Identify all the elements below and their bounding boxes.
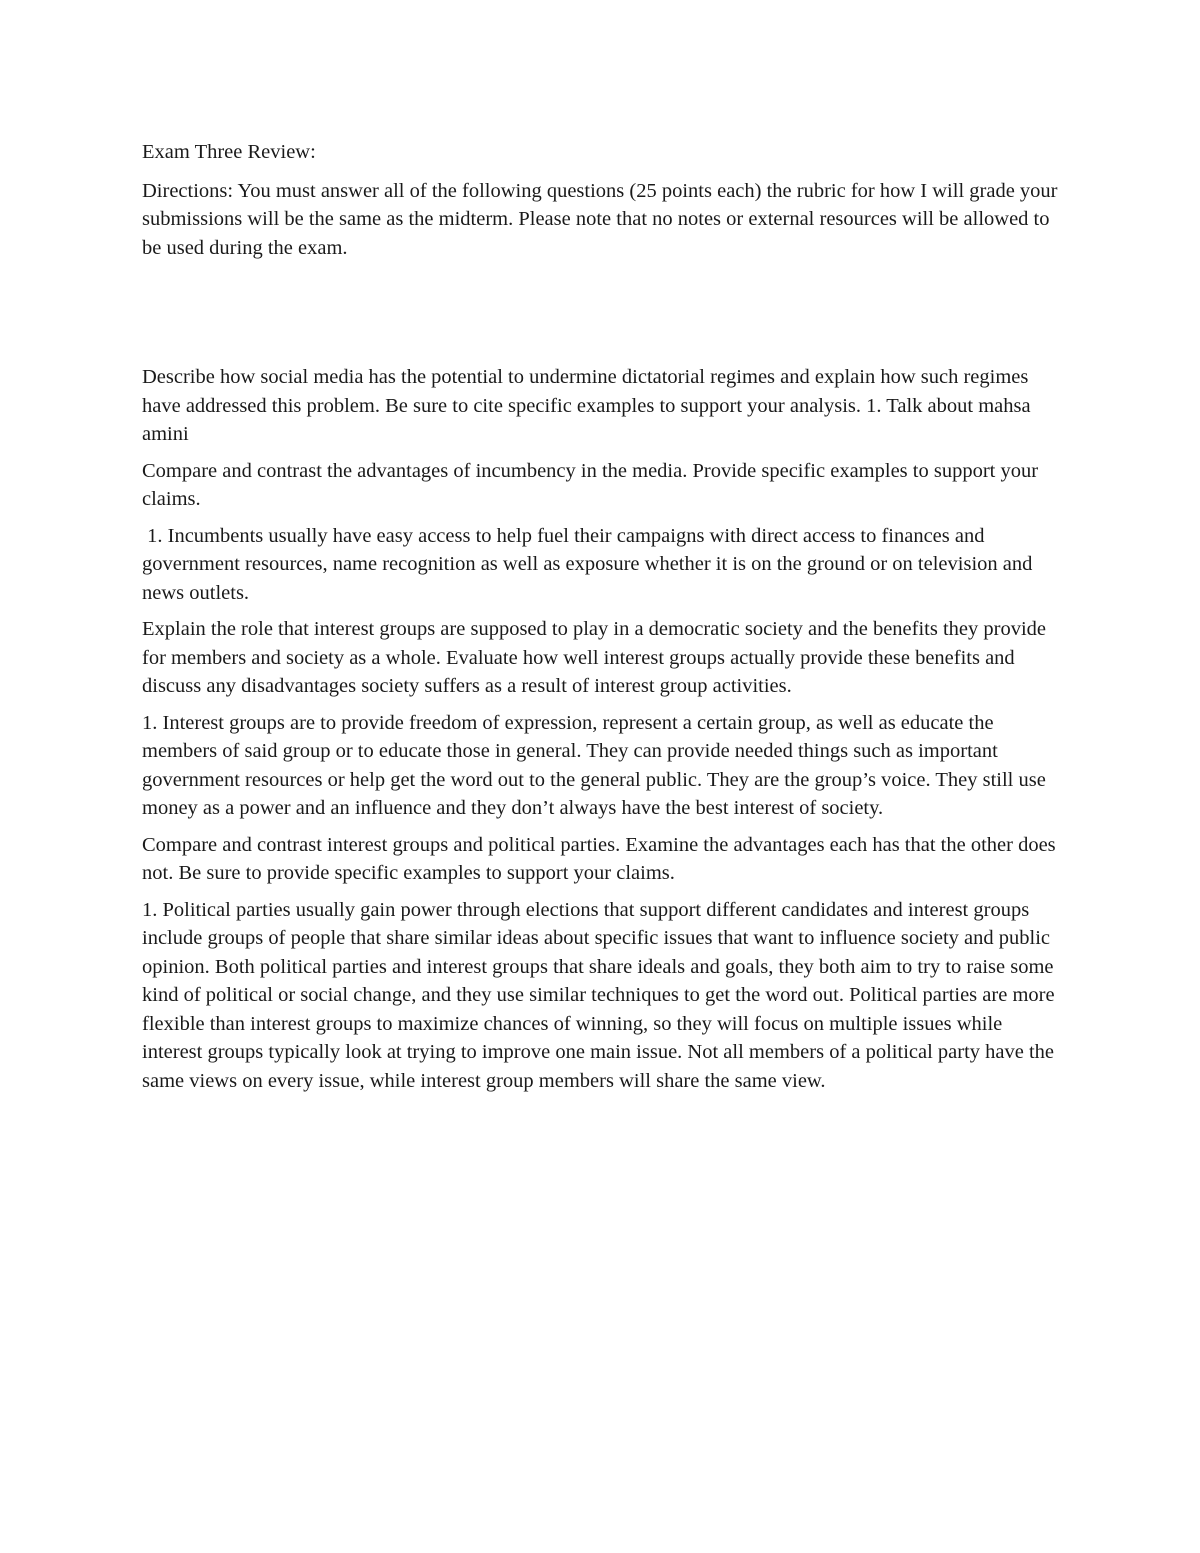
question-2-prompt: Compare and contrast the advantages of incumbency in the media. Provide specific examples to support your claims. <box>142 459 1039 510</box>
document-page <box>142 138 1062 1103</box>
document-title: Exam Three Review: <box>142 141 316 163</box>
question-3-answer: 1. Interest groups are to provide freedom of expression, represent a certain group, as well as educate the members of said group or to educate those in general. They can provide needed things such as important government resources or help get the word out to the general public. They are the group’s voice. They still use money as a power and an influence and they don’t always have the best interest of society. <box>142 711 1046 819</box>
question-4-prompt: Compare and contrast interest groups and political parties. Examine the advantages each has that the other does not. Be sure to provide specific examples to support your claims. <box>142 833 1056 884</box>
question-1-prompt: Describe how social media has the potential to undermine dictatorial regimes and explain how such regimes have addressed this problem. Be sure to cite specific examples to support your analysis. 1. Talk about mahsa amini <box>142 366 1031 445</box>
question-4-answer: 1. Political parties usually gain power through elections that support different candidates and interest groups include groups of people that share similar ideas about specific issues that want to influence society and public opinion. Both political parties and interest groups that share ideals and goals, they both aim to try to raise some kind of political or social change, and they use similar techniques to get the word out. Political parties are more flexible than interest groups to maximize chances of winning, so they will focus on multiple issues while interest groups typically look at trying to improve one main issue. Not all members of a political party have the same views on every issue, while interest group members will share the same view. <box>142 898 1055 1092</box>
question-2-answer: 1. Incumbents usually have easy access to help fuel their campaigns with direct access to finances and government resources, name recognition as well as exposure whether it is on the ground or on television and news outlets. <box>142 524 1038 604</box>
blank-space <box>142 270 1062 363</box>
question-3-prompt: Explain the role that interest groups are supposed to play in a democratic society and the benefits they provide for members and society as a whole. Evaluate how well interest groups actually provide these benefits and discuss any disadvantages society suffers as a result of interest group activities. <box>142 618 1047 697</box>
directions-paragraph: Directions: You must answer all of the following questions (25 points each) the rubric for how I will grade your submissions will be the same as the midterm. Please note that no notes or external resources will be allowed to be used during the exam. <box>142 179 1058 259</box>
